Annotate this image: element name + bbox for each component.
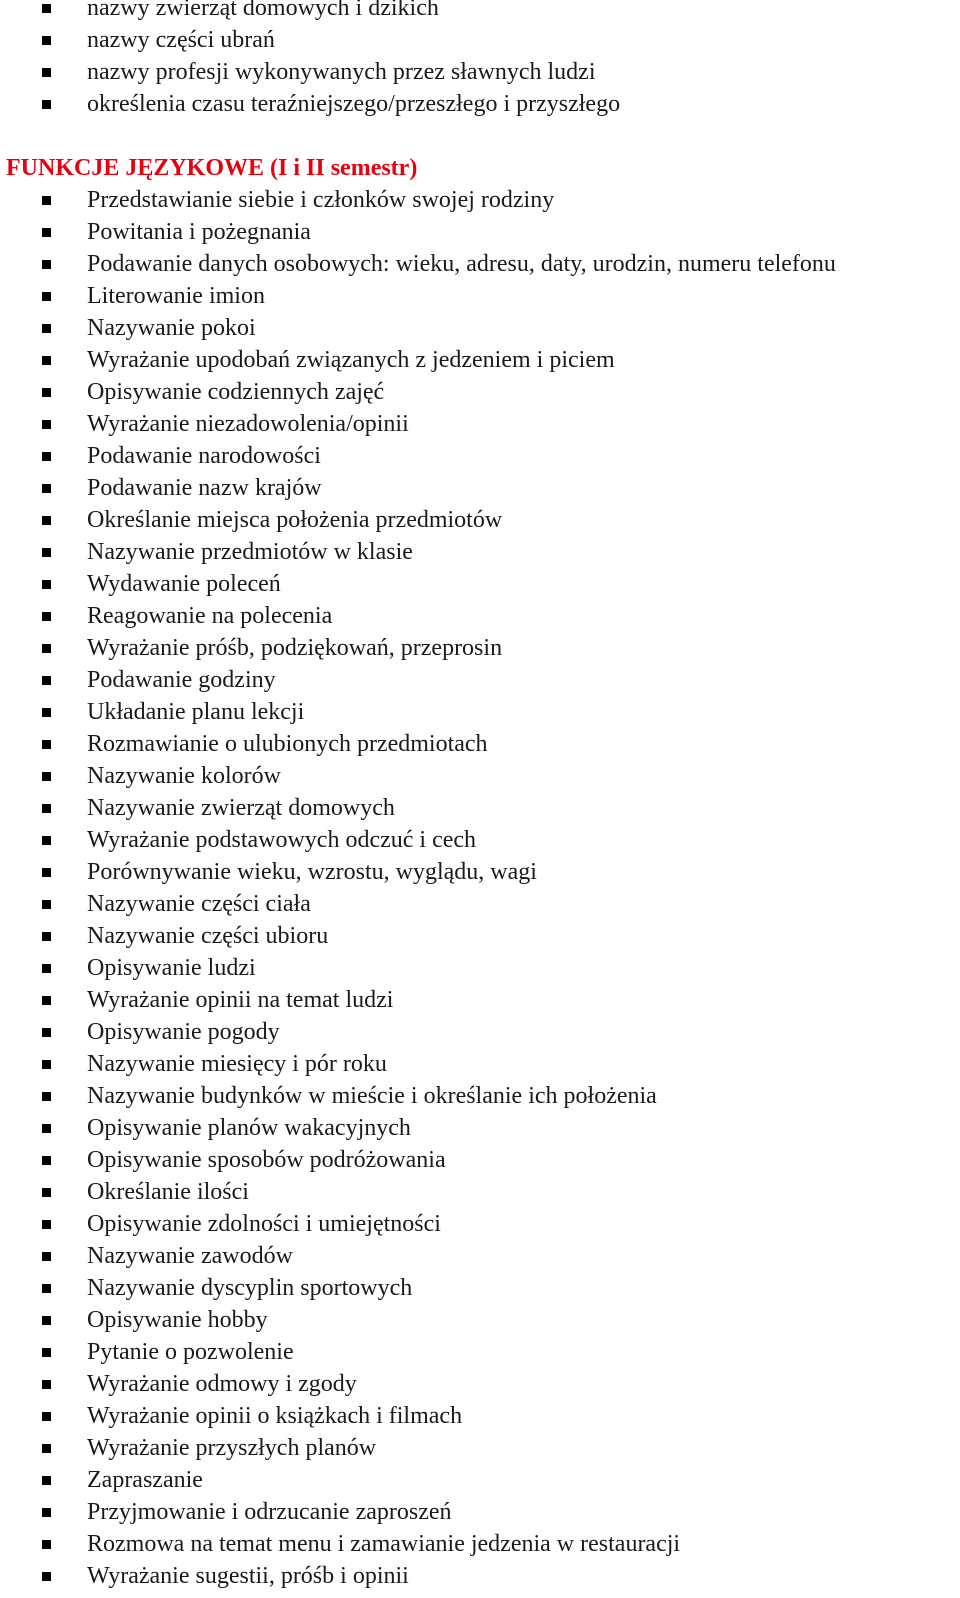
square-bullet-icon bbox=[42, 1156, 51, 1165]
list-item bbox=[0, 1368, 960, 1400]
list-item-text: Porównywanie wieku, wzrostu, wyglądu, wagi bbox=[87, 859, 537, 885]
list-item bbox=[0, 696, 960, 728]
list-item-text: określenia czasu teraźniejszego/przeszłego i przyszłego bbox=[87, 91, 621, 117]
list-item-text: nazwy części ubrań bbox=[87, 27, 275, 53]
square-bullet-icon bbox=[42, 1348, 51, 1357]
list-item-text: Wyrażanie podstawowych odczuć i cech bbox=[87, 827, 477, 853]
list-item-text: nazwy profesji wykonywanych przez sławnych ludzi bbox=[87, 59, 596, 85]
square-bullet-icon bbox=[42, 484, 51, 493]
list-item-text: Opisywanie zdolności i umiejętności bbox=[87, 1211, 441, 1237]
list-item bbox=[0, 568, 960, 600]
list-item-text: Zapraszanie bbox=[87, 1467, 203, 1493]
list-item-text: Nazywanie części ubioru bbox=[87, 923, 329, 949]
list-item bbox=[0, 344, 960, 376]
list-item-text: Przedstawianie siebie i członków swojej rodziny bbox=[87, 187, 555, 213]
list-item-text: Układanie planu lekcji bbox=[87, 699, 305, 725]
list-item bbox=[0, 1432, 960, 1464]
list-item bbox=[0, 88, 960, 120]
list-item bbox=[0, 1528, 960, 1560]
list-item bbox=[0, 280, 960, 312]
list-item-text: Wyrażanie opinii o książkach i filmach bbox=[87, 1403, 463, 1429]
list-item bbox=[0, 1144, 960, 1176]
square-bullet-icon bbox=[42, 1188, 51, 1197]
list-item bbox=[0, 376, 960, 408]
list-item bbox=[0, 952, 960, 984]
list-item-text: Określanie miejsca położenia przedmiotów bbox=[87, 507, 503, 533]
list-item bbox=[0, 1400, 960, 1432]
square-bullet-icon bbox=[42, 676, 51, 685]
list-item bbox=[0, 728, 960, 760]
square-bullet-icon bbox=[42, 388, 51, 397]
list-item-text: Podawanie narodowości bbox=[87, 443, 321, 469]
square-bullet-icon bbox=[42, 1476, 51, 1485]
square-bullet-icon bbox=[42, 708, 51, 717]
list-item bbox=[0, 536, 960, 568]
list-item bbox=[0, 984, 960, 1016]
list-item-text: Wyrażanie próśb, podziękowań, przeprosin bbox=[87, 635, 503, 661]
square-bullet-icon bbox=[42, 612, 51, 621]
list-item bbox=[0, 504, 960, 536]
list-item-text: Wyrażanie upodobań związanych z jedzeniem i piciem bbox=[87, 347, 615, 373]
square-bullet-icon bbox=[42, 420, 51, 429]
square-bullet-icon bbox=[42, 100, 51, 109]
square-bullet-icon bbox=[42, 452, 51, 461]
list-item bbox=[0, 1336, 960, 1368]
square-bullet-icon bbox=[42, 1444, 51, 1453]
square-bullet-icon bbox=[42, 772, 51, 781]
square-bullet-icon bbox=[42, 1508, 51, 1517]
list-item bbox=[0, 760, 960, 792]
square-bullet-icon bbox=[42, 1380, 51, 1389]
list-item bbox=[0, 0, 960, 24]
square-bullet-icon bbox=[42, 740, 51, 749]
square-bullet-icon bbox=[42, 68, 51, 77]
vocabulary-list bbox=[0, 0, 960, 120]
square-bullet-icon bbox=[42, 1412, 51, 1421]
list-item bbox=[0, 248, 960, 280]
square-bullet-icon bbox=[42, 836, 51, 845]
square-bullet-icon bbox=[42, 324, 51, 333]
list-item bbox=[0, 824, 960, 856]
list-item-text: nazwy zwierząt domowych i dzikich bbox=[87, 0, 439, 21]
list-item bbox=[0, 1176, 960, 1208]
list-item-text: Przyjmowanie i odrzucanie zaproszeń bbox=[87, 1499, 452, 1525]
square-bullet-icon bbox=[42, 36, 51, 45]
square-bullet-icon bbox=[42, 1540, 51, 1549]
list-item-text: Opisywanie hobby bbox=[87, 1307, 268, 1333]
square-bullet-icon bbox=[42, 548, 51, 557]
list-item-text: Nazywanie kolorów bbox=[87, 763, 281, 789]
list-item bbox=[0, 1464, 960, 1496]
list-item-text: Pytanie o pozwolenie bbox=[87, 1339, 294, 1365]
square-bullet-icon bbox=[42, 804, 51, 813]
list-item bbox=[0, 1080, 960, 1112]
square-bullet-icon bbox=[42, 932, 51, 941]
square-bullet-icon bbox=[42, 1124, 51, 1133]
square-bullet-icon bbox=[42, 196, 51, 205]
square-bullet-icon bbox=[42, 1252, 51, 1261]
square-bullet-icon bbox=[42, 1060, 51, 1069]
list-item bbox=[0, 1240, 960, 1272]
list-item bbox=[0, 632, 960, 664]
list-item-text: Opisywanie ludzi bbox=[87, 955, 256, 981]
list-item-text: Rozmowa na temat menu i zamawianie jedzenia w restauracji bbox=[87, 1531, 681, 1557]
list-item-text: Rozmawianie o ulubionych przedmiotach bbox=[87, 731, 488, 757]
list-item bbox=[0, 1272, 960, 1304]
list-item-text: Podawanie danych osobowych: wieku, adresu, daty, urodzin, numeru telefonu bbox=[87, 251, 836, 277]
list-item-text: Nazywanie przedmiotów w klasie bbox=[87, 539, 413, 565]
list-item bbox=[0, 1304, 960, 1336]
list-item bbox=[0, 184, 960, 216]
square-bullet-icon bbox=[42, 580, 51, 589]
square-bullet-icon bbox=[42, 964, 51, 973]
list-item-text: Wyrażanie opinii na temat ludzi bbox=[87, 987, 394, 1013]
square-bullet-icon bbox=[42, 4, 51, 13]
list-item-text: Literowanie imion bbox=[87, 283, 265, 309]
list-item bbox=[0, 600, 960, 632]
list-item-text: Nazywanie zwierząt domowych bbox=[87, 795, 395, 821]
list-item-text: Nazywanie pokoi bbox=[87, 315, 256, 341]
square-bullet-icon bbox=[42, 1572, 51, 1581]
section-spacer bbox=[0, 120, 960, 152]
list-item-text: Wyrażanie odmowy i zgody bbox=[87, 1371, 357, 1397]
list-item bbox=[0, 1208, 960, 1240]
square-bullet-icon bbox=[42, 1220, 51, 1229]
square-bullet-icon bbox=[42, 292, 51, 301]
list-item-text: Wyrażanie sugestii, próśb i opinii bbox=[87, 1563, 409, 1589]
square-bullet-icon bbox=[42, 356, 51, 365]
square-bullet-icon bbox=[42, 260, 51, 269]
list-item-text: Opisywanie codziennych zajęć bbox=[87, 379, 385, 405]
list-item-text: Opisywanie planów wakacyjnych bbox=[87, 1115, 411, 1141]
list-item bbox=[0, 856, 960, 888]
square-bullet-icon bbox=[42, 1092, 51, 1101]
square-bullet-icon bbox=[42, 1028, 51, 1037]
list-item-text: Podawanie godziny bbox=[87, 667, 276, 693]
square-bullet-icon bbox=[42, 1284, 51, 1293]
list-item bbox=[0, 1016, 960, 1048]
list-item bbox=[0, 1560, 960, 1592]
list-item bbox=[0, 408, 960, 440]
list-item bbox=[0, 472, 960, 504]
list-item-text: Wyrażanie przyszłych planów bbox=[87, 1435, 377, 1461]
list-item-text: Nazywanie dyscyplin sportowych bbox=[87, 1275, 413, 1301]
list-item-text: Opisywanie sposobów podróżowania bbox=[87, 1147, 446, 1173]
list-item bbox=[0, 1112, 960, 1144]
square-bullet-icon bbox=[42, 868, 51, 877]
square-bullet-icon bbox=[42, 996, 51, 1005]
list-item-text: Reagowanie na polecenia bbox=[87, 603, 333, 629]
list-item bbox=[0, 216, 960, 248]
square-bullet-icon bbox=[42, 228, 51, 237]
square-bullet-icon bbox=[42, 516, 51, 525]
list-item-text: Podawanie nazw krajów bbox=[87, 475, 322, 501]
list-item-text: Nazywanie części ciała bbox=[87, 891, 311, 917]
section-heading: FUNKCJE JĘZYKOWE (I i II semestr) bbox=[6, 155, 418, 181]
list-item bbox=[0, 664, 960, 696]
list-item bbox=[0, 1048, 960, 1080]
list-item-text: Wyrażanie niezadowolenia/opinii bbox=[87, 411, 409, 437]
list-item bbox=[0, 792, 960, 824]
list-item-text: Nazywanie budynków w mieście i określanie ich położenia bbox=[87, 1083, 657, 1109]
list-item bbox=[0, 56, 960, 88]
list-item bbox=[0, 888, 960, 920]
list-item bbox=[0, 920, 960, 952]
list-item bbox=[0, 440, 960, 472]
list-item bbox=[0, 24, 960, 56]
square-bullet-icon bbox=[42, 900, 51, 909]
list-item-text: Powitania i pożegnania bbox=[87, 219, 311, 245]
list-item-text: Określanie ilości bbox=[87, 1179, 249, 1205]
list-item-text: Opisywanie pogody bbox=[87, 1019, 280, 1045]
square-bullet-icon bbox=[42, 644, 51, 653]
list-item-text: Wydawanie poleceń bbox=[87, 571, 281, 597]
square-bullet-icon bbox=[42, 1316, 51, 1325]
list-item-text: Nazywanie zawodów bbox=[87, 1243, 293, 1269]
language-functions-list bbox=[0, 184, 960, 1592]
list-item bbox=[0, 312, 960, 344]
list-item-text: Nazywanie miesięcy i pór roku bbox=[87, 1051, 387, 1077]
list-item bbox=[0, 1496, 960, 1528]
